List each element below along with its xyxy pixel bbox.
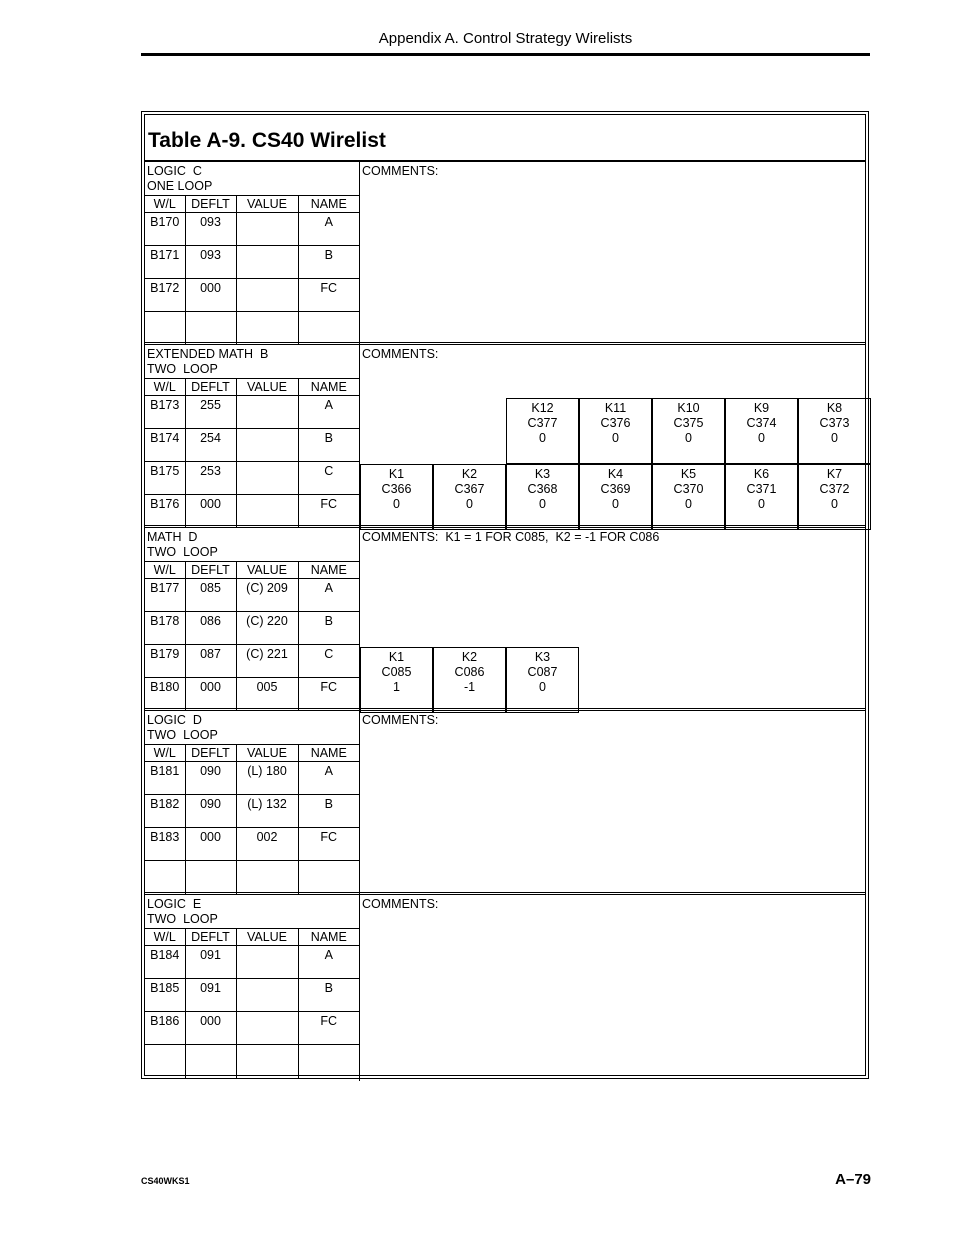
table-row [145, 678, 359, 711]
cell-name: B [298, 246, 359, 279]
cell-deflt [185, 1045, 236, 1078]
constant-v: 0 [831, 431, 838, 445]
wirelist-grid [145, 744, 359, 894]
cell-value: (C) 220 [236, 612, 298, 645]
constant-v: 0 [466, 497, 473, 511]
table-row [145, 1012, 359, 1045]
constant-k: K10 [677, 401, 700, 415]
constant-k: K9 [753, 401, 770, 415]
cell-deflt: 087 [185, 645, 236, 678]
block-heading [147, 713, 218, 743]
constant-c: C370 [673, 482, 704, 496]
cell-name: A [298, 396, 359, 429]
constant-v: 0 [539, 680, 546, 694]
block-heading [147, 530, 218, 560]
column-header: NAME [298, 562, 359, 579]
cell-wl: B178 [145, 612, 185, 645]
table-row [145, 612, 359, 645]
constant-c: C369 [600, 482, 631, 496]
constant-c: C372 [819, 482, 850, 496]
constant-k: K12 [531, 401, 554, 415]
block-comments-area [360, 345, 865, 531]
block-comments-area [360, 528, 865, 714]
cell-name: FC [298, 279, 359, 312]
column-header: NAME [298, 745, 359, 762]
constant-c: C366 [381, 482, 412, 496]
cell-deflt: 090 [185, 795, 236, 828]
block-comments-area [360, 895, 865, 1081]
constant-k: K1 [388, 650, 405, 664]
block-comments-area [360, 162, 865, 345]
block-name: EXTENDED MATH B [147, 347, 269, 361]
constant-c: C377 [527, 416, 558, 430]
constant-cell [433, 464, 506, 530]
cell-deflt: 085 [185, 579, 236, 612]
constant-k: K4 [607, 467, 624, 481]
cell-wl: B183 [145, 828, 185, 861]
column-header: VALUE [236, 745, 298, 762]
table-row [145, 828, 359, 861]
cell-wl: B186 [145, 1012, 185, 1045]
column-header: W/L [145, 562, 185, 579]
comments-label: COMMENTS: K1 = 1 FOR C085, K2 = -1 FOR C086 [362, 530, 660, 544]
table-row [145, 462, 359, 495]
table-row [145, 762, 359, 795]
table-row [145, 979, 359, 1012]
table-row [145, 279, 359, 312]
cell-name: A [298, 579, 359, 612]
block-loop-type: TWO LOOP [147, 545, 218, 559]
wirelist-grid [145, 561, 359, 711]
cell-value: (L) 180 [236, 762, 298, 795]
constant-k: K3 [534, 650, 551, 664]
constant-k: K1 [388, 467, 405, 481]
cell-name: C [298, 645, 359, 678]
cell-value: (L) 132 [236, 795, 298, 828]
cell-name [298, 1045, 359, 1078]
cell-value [236, 462, 298, 495]
cell-value: 002 [236, 828, 298, 861]
table-row [145, 312, 359, 345]
column-header: VALUE [236, 562, 298, 579]
cell-deflt: 254 [185, 429, 236, 462]
constant-cell [798, 398, 871, 464]
cell-name: B [298, 612, 359, 645]
table-row [145, 861, 359, 894]
table-row [145, 795, 359, 828]
cell-wl: B181 [145, 762, 185, 795]
block-name: MATH D [147, 530, 198, 544]
cell-name [298, 861, 359, 894]
table-row [145, 946, 359, 979]
cell-value [236, 213, 298, 246]
constant-c: C367 [454, 482, 485, 496]
block-parameters [145, 528, 360, 714]
constant-v: 1 [393, 680, 400, 694]
constant-cell [360, 647, 433, 713]
constant-c: C374 [746, 416, 777, 430]
wirelist-block [145, 892, 865, 1081]
cell-deflt [185, 312, 236, 345]
cell-deflt: 086 [185, 612, 236, 645]
constant-c: C085 [381, 665, 412, 679]
wirelist-table-inner [144, 114, 866, 1076]
cell-wl: B179 [145, 645, 185, 678]
cell-value [236, 979, 298, 1012]
cell-wl: B182 [145, 795, 185, 828]
wirelist-table [141, 111, 869, 1079]
constant-v: 0 [758, 431, 765, 445]
constant-cell [360, 464, 433, 530]
block-loop-type: ONE LOOP [147, 179, 213, 193]
constant-v: 0 [612, 431, 619, 445]
table-row [145, 579, 359, 612]
column-header: DEFLT [185, 562, 236, 579]
document-code: CS40WKS1 [141, 1176, 190, 1186]
wirelist-grid [145, 195, 359, 345]
wirelist-grid [145, 928, 359, 1078]
constant-cell [433, 647, 506, 713]
cell-deflt: 255 [185, 396, 236, 429]
block-comments-area [360, 711, 865, 897]
cell-deflt: 000 [185, 495, 236, 528]
cell-value [236, 396, 298, 429]
block-heading [147, 347, 268, 377]
constant-v: 0 [758, 497, 765, 511]
page-header: Appendix A. Control Strategy Wirelists [141, 30, 870, 56]
constant-k: K6 [753, 467, 770, 481]
constant-cell [579, 398, 652, 464]
wirelist-block [145, 342, 865, 531]
cell-wl: B174 [145, 429, 185, 462]
column-header: NAME [298, 929, 359, 946]
constant-k: K7 [826, 467, 843, 481]
table-row [145, 495, 359, 528]
cell-name: B [298, 979, 359, 1012]
constant-cell [506, 647, 579, 713]
block-name: LOGIC D [147, 713, 202, 727]
wirelist-block [145, 162, 865, 345]
constant-k: K5 [680, 467, 697, 481]
table-row [145, 213, 359, 246]
constant-k: K11 [604, 401, 627, 415]
constant-cell [652, 464, 725, 530]
block-parameters [145, 895, 360, 1081]
column-header: DEFLT [185, 196, 236, 213]
cell-wl: B175 [145, 462, 185, 495]
column-header: DEFLT [185, 745, 236, 762]
constant-v: 0 [393, 497, 400, 511]
constant-cell [798, 464, 871, 530]
cell-name: FC [298, 828, 359, 861]
cell-name: FC [298, 495, 359, 528]
column-header: NAME [298, 196, 359, 213]
cell-value [236, 1012, 298, 1045]
cell-deflt: 091 [185, 979, 236, 1012]
cell-value [236, 1045, 298, 1078]
cell-deflt: 093 [185, 246, 236, 279]
constant-v: -1 [463, 680, 476, 694]
constant-c: C368 [527, 482, 558, 496]
cell-value [236, 246, 298, 279]
column-header: W/L [145, 929, 185, 946]
constant-cell [725, 398, 798, 464]
block-name: LOGIC E [147, 897, 202, 911]
cell-name: C [298, 462, 359, 495]
block-loop-type: TWO LOOP [147, 362, 218, 376]
column-header: W/L [145, 745, 185, 762]
column-header: DEFLT [185, 929, 236, 946]
column-header: W/L [145, 196, 185, 213]
block-parameters [145, 345, 360, 531]
cell-name: A [298, 213, 359, 246]
cell-deflt: 000 [185, 828, 236, 861]
cell-value [236, 495, 298, 528]
cell-value [236, 429, 298, 462]
cell-wl: B171 [145, 246, 185, 279]
cell-wl: B180 [145, 678, 185, 711]
constant-cell [506, 398, 579, 464]
constant-c: C086 [454, 665, 485, 679]
comments-label: COMMENTS: [362, 164, 439, 178]
comments-label: COMMENTS: [362, 347, 439, 361]
constant-c: C373 [819, 416, 850, 430]
cell-value: (C) 209 [236, 579, 298, 612]
cell-deflt: 093 [185, 213, 236, 246]
constant-k: K2 [461, 467, 478, 481]
cell-deflt: 253 [185, 462, 236, 495]
cell-value [236, 279, 298, 312]
constant-v: 0 [685, 497, 692, 511]
constant-v: 0 [539, 497, 546, 511]
constant-v: 0 [612, 497, 619, 511]
cell-wl: B176 [145, 495, 185, 528]
column-header: DEFLT [185, 379, 236, 396]
comments-label: COMMENTS: [362, 713, 439, 727]
cell-wl: B170 [145, 213, 185, 246]
cell-wl: B184 [145, 946, 185, 979]
cell-wl [145, 312, 185, 345]
table-row [145, 246, 359, 279]
table-row [145, 396, 359, 429]
column-header: NAME [298, 379, 359, 396]
table-row [145, 1045, 359, 1078]
wirelist-grid [145, 378, 359, 528]
constant-v: 0 [539, 431, 546, 445]
cell-deflt: 090 [185, 762, 236, 795]
constant-c: C371 [746, 482, 777, 496]
comments-label: COMMENTS: [362, 897, 439, 911]
table-title: Table A-9. CS40 Wirelist [145, 115, 865, 162]
cell-name: A [298, 762, 359, 795]
column-header: VALUE [236, 196, 298, 213]
block-heading [147, 164, 212, 194]
block-loop-type: TWO LOOP [147, 728, 218, 742]
table-row [145, 429, 359, 462]
column-header: W/L [145, 379, 185, 396]
block-name: LOGIC C [147, 164, 202, 178]
cell-name: FC [298, 678, 359, 711]
constant-v: 0 [685, 431, 692, 445]
cell-name: B [298, 429, 359, 462]
column-header: VALUE [236, 929, 298, 946]
block-heading [147, 897, 218, 927]
block-parameters [145, 711, 360, 897]
constant-k: K8 [826, 401, 843, 415]
constant-c: C087 [527, 665, 558, 679]
cell-name: FC [298, 1012, 359, 1045]
constant-cell [725, 464, 798, 530]
constant-k: K3 [534, 467, 551, 481]
cell-deflt [185, 861, 236, 894]
block-parameters [145, 162, 360, 345]
block-loop-type: TWO LOOP [147, 912, 218, 926]
cell-name: B [298, 795, 359, 828]
constant-v: 0 [831, 497, 838, 511]
wirelist-block [145, 525, 865, 714]
column-header: VALUE [236, 379, 298, 396]
constant-c: C375 [673, 416, 704, 430]
page-number: A–79 [835, 1171, 871, 1188]
cell-name [298, 312, 359, 345]
constant-c: C376 [600, 416, 631, 430]
cell-wl: B185 [145, 979, 185, 1012]
cell-value: (C) 221 [236, 645, 298, 678]
cell-value [236, 861, 298, 894]
cell-wl [145, 861, 185, 894]
table-row [145, 645, 359, 678]
cell-wl: B177 [145, 579, 185, 612]
cell-value: 005 [236, 678, 298, 711]
cell-wl: B172 [145, 279, 185, 312]
wirelist-block [145, 708, 865, 897]
cell-wl [145, 1045, 185, 1078]
cell-name: A [298, 946, 359, 979]
cell-wl: B173 [145, 396, 185, 429]
constant-k: K2 [461, 650, 478, 664]
cell-value [236, 946, 298, 979]
constant-cell [652, 398, 725, 464]
cell-deflt: 091 [185, 946, 236, 979]
cell-value [236, 312, 298, 345]
cell-deflt: 000 [185, 678, 236, 711]
cell-deflt: 000 [185, 279, 236, 312]
cell-deflt: 000 [185, 1012, 236, 1045]
constant-cell [579, 464, 652, 530]
constant-cell [506, 464, 579, 530]
